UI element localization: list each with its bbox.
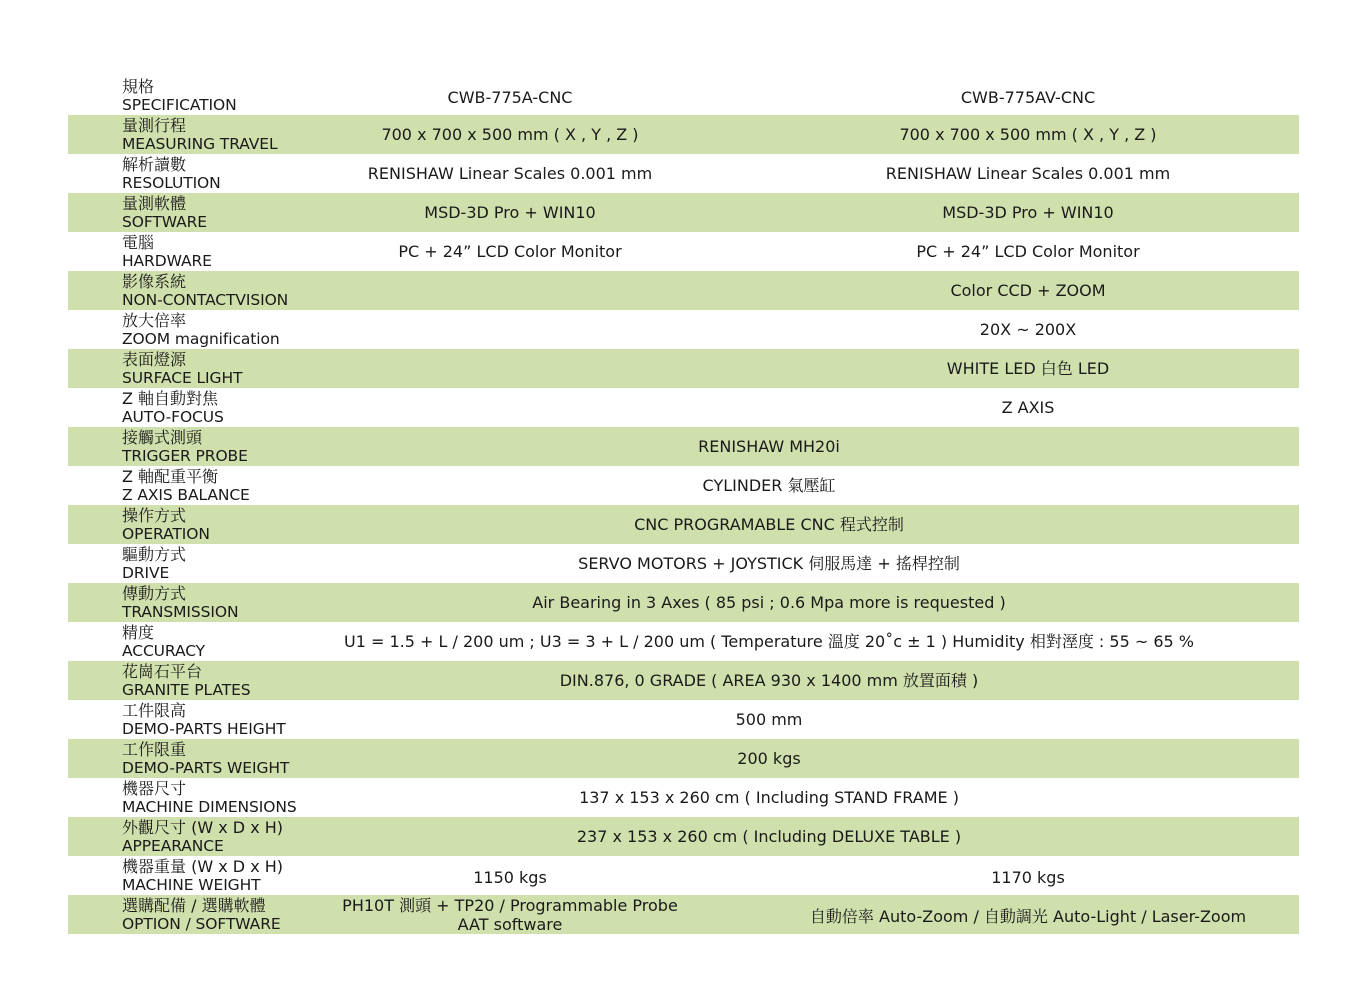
label-en: MACHINE DIMENSIONS xyxy=(122,797,297,816)
option-line-2: AAT software xyxy=(457,914,563,934)
value-both-models: 137 x 153 x 260 cm ( Including STAND FRAME ) xyxy=(579,788,959,807)
value-model-a: 1150 kgs xyxy=(473,868,547,887)
label-en: HARDWARE xyxy=(122,251,212,270)
label-en: Z AXIS BALANCE xyxy=(122,485,250,504)
value-model-a: MSD-3D Pro + WIN10 xyxy=(424,203,596,222)
label-en: MEASURING TRAVEL xyxy=(122,134,278,153)
label-en: ZOOM magnification xyxy=(122,329,280,348)
label-en: NON-CONTACTVISION xyxy=(122,290,289,309)
label-zh: 精度 xyxy=(122,622,155,642)
model-b-header: CWB-775AV-CNC xyxy=(960,88,1096,107)
label-zh: 量測軟體 xyxy=(122,193,187,213)
label-zh: Z 軸自動對焦 xyxy=(122,388,219,408)
value-model-b: WHITE LED 白色 LED xyxy=(946,359,1110,378)
value-both-models: 500 mm xyxy=(735,710,803,729)
value-both-models: CNC PROGRAMABLE CNC 程式控制 xyxy=(634,515,904,534)
label-en: APPEARANCE xyxy=(122,836,224,855)
row-software xyxy=(68,193,1299,232)
value-model-b: 1170 kgs xyxy=(991,868,1065,887)
value-both-models: 200 kgs xyxy=(737,749,801,768)
row-option-software xyxy=(68,895,1299,934)
row-surface-light xyxy=(68,349,1299,388)
label-en: SURFACE LIGHT xyxy=(122,368,243,387)
value-both-models: 237 x 153 x 260 cm ( Including DELUXE TABLE ) xyxy=(576,827,962,846)
row-machine-weight xyxy=(68,856,1299,895)
value-model-a xyxy=(340,388,680,427)
label-en: GRANITE PLATES xyxy=(122,680,251,699)
value-model-b: Color CCD + ZOOM xyxy=(950,281,1106,300)
label-zh: 機器重量 (W x D x H) xyxy=(122,856,284,876)
label-zh: 接觸式測頭 xyxy=(122,427,203,447)
label-en: AUTO-FOCUS xyxy=(122,407,224,426)
label-zh: 解析讀數 xyxy=(122,154,187,174)
label-en: MACHINE WEIGHT xyxy=(122,875,261,894)
row-trigger-probe xyxy=(68,427,1299,466)
value-model-b: 700 x 700 x 500 mm ( X , Y , Z ) xyxy=(899,125,1157,144)
value-model-b: MSD-3D Pro + WIN10 xyxy=(942,203,1114,222)
label-zh: 操作方式 xyxy=(122,505,187,525)
row-resolution xyxy=(68,154,1299,193)
label-zh: 機器尺寸 xyxy=(122,778,187,798)
value-both-models: DIN.876, 0 GRADE ( AREA 930 x 1400 mm 放置面積 ) xyxy=(559,671,979,690)
label-zh: 工作限重 xyxy=(122,739,187,759)
label-zh: 放大倍率 xyxy=(122,310,187,330)
row-hardware xyxy=(68,232,1299,271)
label-zh: 規格 xyxy=(122,76,155,96)
value-model-b: 自動倍率 Auto-Zoom / 自動調光 Auto-Light / Laser-Zoom xyxy=(809,907,1247,926)
label-zh: 花崗石平台 xyxy=(122,661,203,681)
option-line-1: PH10T 測頭 + TP20 / Programmable Probe xyxy=(342,895,678,915)
value-model-a: PC + 24” LCD Color Monitor xyxy=(398,242,622,261)
value-model-b: Z AXIS xyxy=(1001,398,1055,417)
value-both-models: U1 = 1.5 + L / 200 um ; U3 = 3 + L / 200 um ( Temperature 溫度 20˚c ± 1 ) Humidity 相對溼度 : 55 ~ 65 % xyxy=(344,632,1194,651)
label-en: OPTION / SOFTWARE xyxy=(122,914,281,933)
label-zh: 影像系統 xyxy=(122,271,187,291)
row-transmission xyxy=(68,583,1299,622)
label-en: SPECIFICATION xyxy=(122,95,237,114)
row-drive xyxy=(68,544,1299,583)
label-en: OPERATION xyxy=(122,524,210,543)
value-both-models: SERVO MOTORS + JOYSTICK 伺服馬達 + 搖桿控制 xyxy=(578,554,960,573)
value-both-models: Air Bearing in 3 Axes ( 85 psi ; 0.6 Mpa more is requested ) xyxy=(532,593,1006,612)
value-model-a: RENISHAW Linear Scales 0.001 mm xyxy=(367,164,653,183)
value-model-a xyxy=(340,349,680,388)
value-both-models: RENISHAW MH20i xyxy=(698,437,840,456)
row-parts-height xyxy=(68,700,1299,739)
label-zh: Z 軸配重平衡 xyxy=(122,466,219,486)
label-en: TRANSMISSION xyxy=(122,602,239,621)
row-measuring-travel xyxy=(68,115,1299,154)
value-model-b: RENISHAW Linear Scales 0.001 mm xyxy=(885,164,1171,183)
value-model-a xyxy=(340,895,680,934)
row-vision xyxy=(68,271,1299,310)
row-operation xyxy=(68,505,1299,544)
header-row xyxy=(68,76,1299,115)
row-accuracy xyxy=(68,622,1299,661)
row-zoom xyxy=(68,310,1299,349)
value-model-a xyxy=(340,271,680,310)
row-machine-dimensions xyxy=(68,778,1299,817)
label-en: DEMO-PARTS HEIGHT xyxy=(122,719,286,738)
model-a-header: CWB-775A-CNC xyxy=(447,88,573,107)
spec-table xyxy=(68,76,1299,934)
label-en: DRIVE xyxy=(122,563,170,582)
label-en: DEMO-PARTS WEIGHT xyxy=(122,758,290,777)
row-appearance xyxy=(68,817,1299,856)
label-zh: 選購配備 / 選購軟體 xyxy=(122,895,266,915)
label-en: RESOLUTION xyxy=(122,173,221,192)
label-zh: 量測行程 xyxy=(122,115,187,135)
label-zh: 外觀尺寸 (W x D x H) xyxy=(122,817,284,837)
row-z-axis-balance xyxy=(68,466,1299,505)
row-parts-weight xyxy=(68,739,1299,778)
label-zh: 驅動方式 xyxy=(122,544,187,564)
value-model-b: 20X ~ 200X xyxy=(979,320,1077,339)
label-zh: 傳動方式 xyxy=(122,583,187,603)
row-auto-focus xyxy=(68,388,1299,427)
label-zh: 電腦 xyxy=(122,232,155,252)
label-en: ACCURACY xyxy=(122,641,206,660)
value-model-a xyxy=(340,310,680,349)
label-en: TRIGGER PROBE xyxy=(122,446,248,465)
value-model-a: 700 x 700 x 500 mm ( X , Y , Z ) xyxy=(381,125,639,144)
label-zh: 工件限高 xyxy=(122,700,187,720)
value-both-models: CYLINDER 氣壓缸 xyxy=(702,476,836,495)
label-en: SOFTWARE xyxy=(122,212,207,231)
row-granite-plates xyxy=(68,661,1299,700)
label-zh: 表面燈源 xyxy=(122,349,187,369)
value-model-b: PC + 24” LCD Color Monitor xyxy=(916,242,1140,261)
